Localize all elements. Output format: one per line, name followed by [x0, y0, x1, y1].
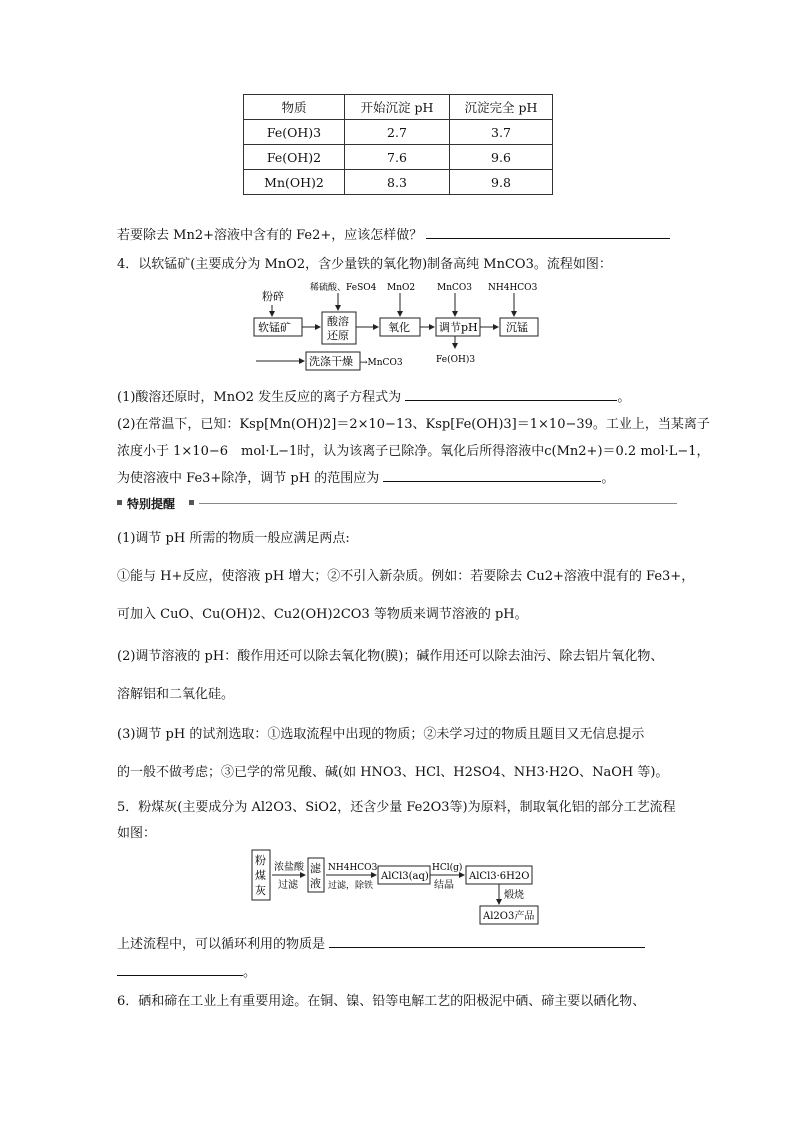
table-cell: Mn(OH)2	[244, 170, 345, 195]
table-cell: 3.7	[450, 120, 553, 145]
tip-line: ①能与 H+反应，使溶液 pH 增大；②不引入新杂质。例如：若要除去 Cu2+溶液中混有的 Fe3+，	[117, 569, 695, 584]
tip-bullet-icon	[189, 500, 194, 505]
tip-header	[117, 497, 677, 511]
flow-label-acid: 稀硫酸、FeSO4	[310, 283, 377, 293]
tip-line: (1)调节 pH 所需的物质一般应满足两点:	[117, 531, 350, 546]
table-row	[244, 145, 553, 170]
table-cell: Fe(OH)2	[244, 145, 345, 170]
question-text: 为使溶液中 Fe3+除净，调节 pH 的范围应为	[117, 471, 380, 486]
question-text: (1)酸溶还原时，MnO2 发生反应的离子方程式为	[117, 390, 402, 405]
answer-blank[interactable]	[405, 388, 617, 401]
q5-stem-line2: 如图：	[117, 826, 157, 841]
tip-divider	[199, 503, 677, 504]
q5-stem-line1: 5．粉煤灰(主要成分为 Al2O3、SiO2，还含少量 Fe2O3等)为原料，制取氧化铝的部分工艺流程	[117, 800, 676, 815]
question-remove-fe	[117, 224, 670, 243]
tip-line: (3)调节 pH 的试剂选取：①选取流程中出现的物质；②未学习过的物质且题目又无信息提示	[117, 727, 645, 742]
answer-blank[interactable]	[329, 935, 645, 948]
tip-line: (2)调节溶液的 pH：酸作用还可以除去氧化物(膜)；碱作用还可以除去油污、除去铝片氧化物、	[117, 649, 664, 664]
flow-text-alcl3: AlCl3(aq)	[381, 871, 429, 882]
flow-text-precip: 沉锰	[506, 321, 528, 334]
answer-blank[interactable]	[426, 226, 670, 239]
flow-label-hclg: HCl(g)	[432, 863, 463, 873]
flow-text-adjust-ph: 调节pH	[439, 321, 478, 334]
flow-label-nh4hco3: NH4HCO3	[328, 863, 378, 873]
flow-label-hcl: 浓盐酸	[274, 862, 304, 873]
answer-blank[interactable]	[383, 469, 601, 482]
q4-flowchart	[250, 278, 570, 376]
table-header: 开始沉淀 pH	[345, 95, 450, 120]
table-row	[244, 120, 553, 145]
answer-blank[interactable]	[117, 963, 243, 976]
flow-label-product: →MnCO3	[360, 358, 403, 368]
flow-label-calcine: 煅烧	[504, 890, 524, 901]
flow-text-ash: 粉	[255, 854, 266, 867]
table-header: 沉淀完全 pH	[450, 95, 553, 120]
q4-part1	[117, 386, 630, 405]
punctuation: 。	[601, 471, 615, 486]
q5-ask	[117, 933, 645, 952]
tip-bullet-icon	[117, 500, 122, 505]
q6-stem: 6．硒和碲在工业上有重要用途。在铜、镍、铅等电解工艺的阳极泥中硒、碲主要以硒化物、	[117, 994, 646, 1009]
flow-label-feoh3: Fe(OH)3	[436, 355, 476, 365]
precipitation-ph-table	[243, 94, 553, 195]
flow-label-powder: 粉碎	[262, 290, 284, 303]
flow-text-ash: 灰	[255, 884, 266, 897]
flow-text-filtrate: 滤	[310, 862, 321, 875]
flow-label-crystal: 结晶	[434, 880, 454, 891]
tip-line: 可加入 CuO、Cu(OH)2、Cu2(OH)2CO3 等物质来调节溶液的 pH。	[117, 607, 528, 622]
table-header-row	[244, 95, 553, 120]
tip-title: 特别提醒	[127, 497, 176, 511]
punctuation: 。	[617, 390, 631, 405]
flow-text-filtrate: 液	[310, 877, 321, 890]
table-cell: 9.8	[450, 170, 553, 195]
flow-text-ore: 软锰矿	[258, 321, 291, 334]
punctuation: 。	[243, 965, 257, 980]
table-cell: Fe(OH)3	[244, 120, 345, 145]
flow-label-mno2: MnO2	[387, 283, 416, 293]
q4-part2-line1: (2)在常温下，已知：Ksp[Mn(OH)2]＝2×10−13、Ksp[Fe(OH)3]＝1×10−39。工业上，当某离子	[117, 417, 710, 432]
flow-text-reduce: 还原	[327, 329, 349, 342]
table-row	[244, 170, 553, 195]
table-cell: 9.6	[450, 145, 553, 170]
question-text: 上述流程中，可以循环利用的物质是	[117, 937, 326, 952]
flow-text-al2o3: Al2O3产品	[483, 911, 535, 922]
flow-text-oxidize: 氧化	[388, 321, 410, 334]
flow-text-ash: 煤	[255, 869, 266, 882]
q4-part2-line3	[117, 467, 614, 486]
flow-text-wash: 洗涤干燥	[309, 355, 353, 368]
q4-stem: 4．以软锰矿(主要成分为 MnO2，含少量铁的氧化物)制备高纯 MnCO3。流程如图：	[117, 257, 612, 272]
flow-label-remove-fe: 过滤，除铁	[328, 881, 374, 891]
table-cell: 7.6	[345, 145, 450, 170]
table-header: 物质	[244, 95, 345, 120]
table-cell: 8.3	[345, 170, 450, 195]
q5-flowchart	[250, 848, 550, 926]
tip-line: 的一般不做考虑；③已学的常见酸、碱(如 HNO3、HCl、H2SO4、NH3·H2O、NaOH 等)。	[117, 765, 669, 780]
flow-label-mnco3: MnCO3	[437, 283, 473, 293]
flow-text-acid: 酸溶	[327, 315, 349, 328]
tip-line: 溶解铝和二氧化硅。	[117, 687, 235, 702]
flow-label-filter: 过滤	[278, 880, 298, 891]
flow-label-nh4hco3: NH4HCO3	[488, 283, 538, 293]
q4-part2-line2: 浓度小于 1×10−6 mol·L−1时，认为该离子已除净。氧化后所得溶液中c(Mn2+)＝0.2 mol·L−1，	[117, 444, 710, 459]
flow-text-hydrate: AlCl3·6H2O	[469, 871, 530, 882]
table-cell: 2.7	[345, 120, 450, 145]
question-text: 若要除去 Mn2+溶液中含有的 Fe2+，应该怎样做？	[117, 228, 423, 243]
q5-ask-cont	[117, 961, 256, 980]
